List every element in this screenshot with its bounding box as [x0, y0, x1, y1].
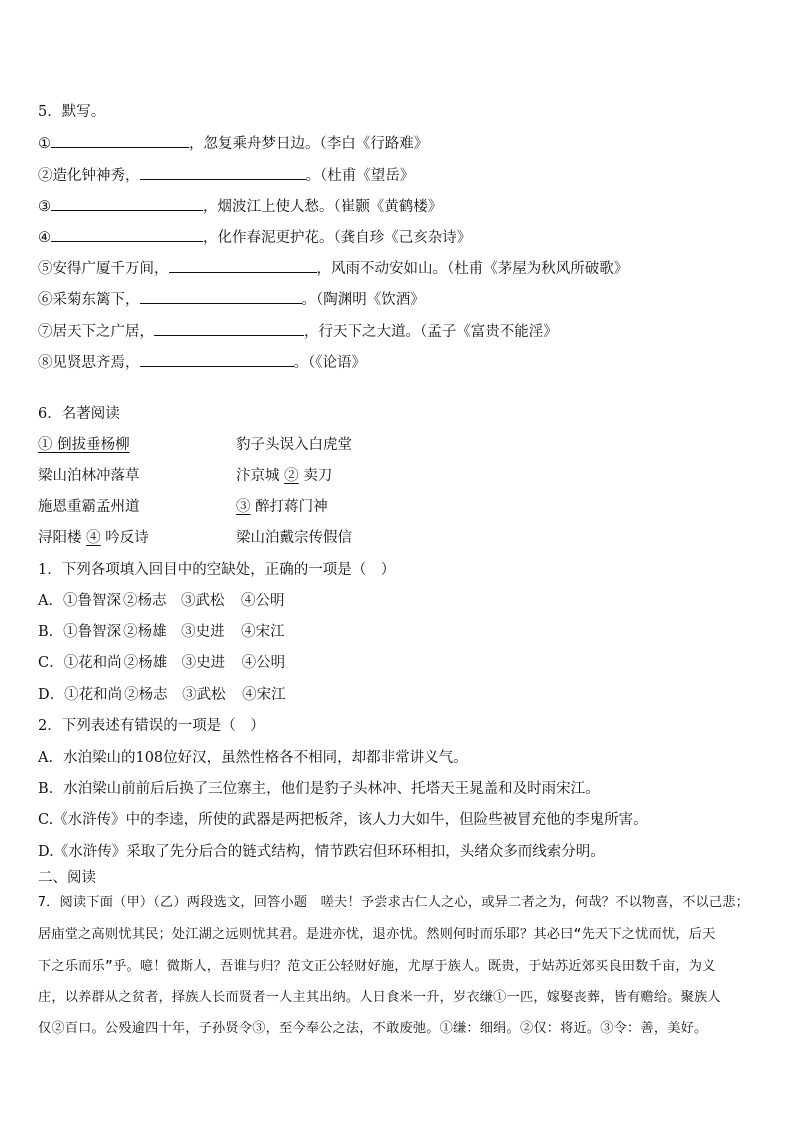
q5-line-1: ① ，忽复乘舟梦日边。（李白《行路难》 — [38, 133, 428, 154]
q6-sub2-option-d[interactable]: D.《水浒传》采取了先分后合的链式结构，情节跌宕但环环相扣，头绪众多而线索分明。 — [38, 844, 605, 860]
answer-blank[interactable] — [169, 258, 317, 273]
q6-sub1-option-b[interactable]: B．①鲁智深 ②杨雄 ③史进 ④宋江 — [38, 624, 285, 640]
q5-line-4: ④ ，化作春泥更护花。（龚自珍《己亥杂诗》 — [38, 227, 471, 248]
q5-line-6: ⑥采菊东篱下， 。（陶渊明《饮酒》 — [38, 289, 425, 310]
q6-sub1-option-c[interactable]: C．①花和尚 ②杨雄 ③史进 ④公明 — [38, 655, 286, 671]
answer-blank[interactable] — [51, 196, 203, 211]
q5-line-8: ⑧见贤思齐焉， 。（《论语》 — [38, 352, 366, 373]
q5-line-3: ③ ，烟波江上使人愁。（崔颢《黄鹤楼》 — [38, 196, 442, 217]
chapter-blank-3: ③ — [236, 499, 251, 515]
q6-chapter-row-3: 施恩重霸孟州道 ③ 醉打蒋门神 — [38, 499, 328, 515]
answer-blank[interactable] — [140, 289, 302, 304]
q6-title: 6．名著阅读 — [38, 406, 120, 422]
q6-sub2-stem: 2．下列表述有错误的一项是（ ） — [38, 718, 265, 734]
q6-sub2-option-b[interactable]: B．水泊梁山前前后后换了三位寨主，他们是豹子头林冲、托塔天王晁盖和及时雨宋江。 — [38, 781, 600, 797]
q7-line-3: 下之乐而乐”乎。噫！微斯人，吾谁与归？范文正公轻财好施，尤厚于族人。既贵，于姑苏近郊买良田数千亩，为义 — [38, 959, 716, 974]
chapter-blank-4: ④ — [86, 530, 101, 546]
answer-blank[interactable] — [140, 352, 294, 367]
answer-blank[interactable] — [140, 165, 306, 180]
q6-sub2-option-a[interactable]: A．水泊梁山的108位好汉，虽然性格各不相同，却都非常讲义气。 — [38, 750, 468, 766]
q6-chapter-row-2: 梁山泊林冲落草 汴京城 ② 卖刀 — [38, 468, 333, 484]
q6-sub2-option-c[interactable]: C.《水浒传》中的李逵，所使的武器是两把板斧，该人力大如牛，但险些被冒充他的李鬼所害。 — [38, 812, 648, 828]
q7-line-2: 居庙堂之高则忧其民；处江湖之远则忧其君。是进亦忧，退亦忧。然则何时而乐耶？其必曰“先天下之忧而忧，后天 — [38, 927, 716, 942]
q7-line-1: 7．阅读下面（甲）（乙）两段选文，回答小题 嗟夫！予尝求古仁人之心，或异二者之为，何哉？不以物喜，不以己悲； — [38, 895, 750, 910]
q6-sub1-option-d[interactable]: D．①花和尚 ②杨志 ③武松 ④宋江 — [38, 687, 286, 703]
q6-sub1-stem: 1．下列各项填入回目中的空缺处，正确的一项是（ ） — [38, 562, 396, 578]
q6-chapter-row-4: 浔阳楼 ④ 吟反诗 梁山泊戴宗传假信 — [38, 530, 352, 546]
q5-title: 5．默写。 — [38, 104, 106, 120]
chapter-blank-2: ② — [284, 468, 299, 484]
q5-line-7: ⑦居天下之广居， ，行天下之大道。（孟子《富贵不能淫》 — [38, 321, 558, 342]
q7-line-4: 庄，以养群从之贫者，择族人长而贤者一人主其出纳。人日食米一升，岁衣缣①一匹，嫁娶丧葬，皆有赡给。聚族人 — [38, 990, 721, 1005]
chapter-blank-1: ① — [38, 437, 53, 453]
q7-line-5: 仅②百口。公殁逾四十年，子孙贤令③，至今奉公之法，不敢废弛。①缣：细绢。②仅：将近。③令：善，美好。 — [38, 1021, 708, 1036]
section-title-reading: 二、阅读 — [38, 870, 96, 886]
answer-blank[interactable] — [51, 227, 203, 242]
q6-sub1-option-a[interactable]: A．①鲁智深 ②杨志 ③武松 ④公明 — [38, 593, 285, 609]
q5-line-2: ②造化钟神秀， 。（杜甫《望岳》 — [38, 165, 414, 186]
answer-blank[interactable] — [154, 321, 304, 336]
q6-chapter-row-1: ① 倒拔垂杨柳 豹子头误入白虎堂 — [38, 437, 352, 453]
answer-blank[interactable] — [51, 133, 189, 148]
q5-line-5: ⑤安得广厦千万间， ，风雨不动安如山。（杜甫《茅屋为秋风所破歌》 — [38, 258, 628, 279]
